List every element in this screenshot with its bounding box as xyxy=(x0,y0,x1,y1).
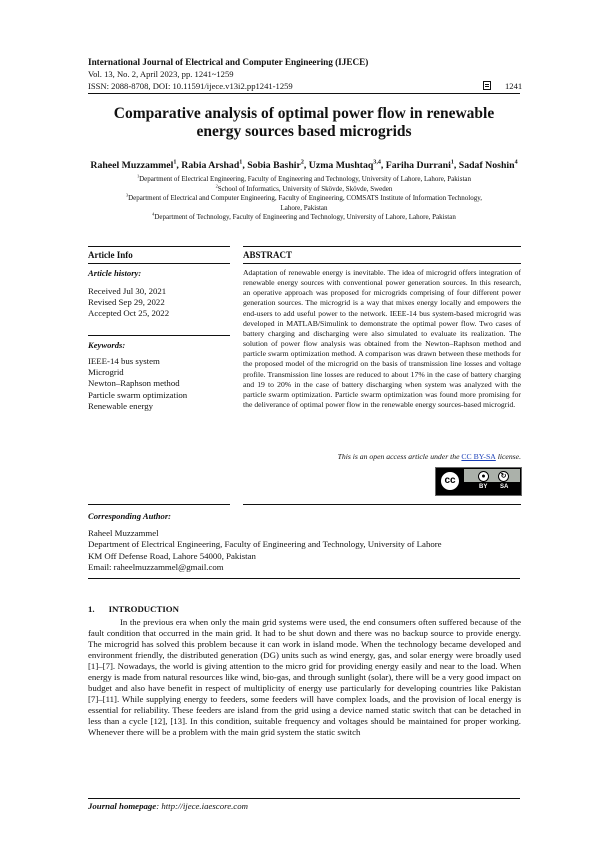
homepage-label: Journal homepage xyxy=(88,801,157,811)
history-item: Accepted Oct 25, 2022 xyxy=(88,308,170,319)
author-affil-sup: 3,4 xyxy=(373,159,381,166)
badge-icon-strip xyxy=(464,469,520,482)
keyword-item: IEEE-14 bus system xyxy=(88,356,160,366)
creative-commons-icon: cc xyxy=(439,470,461,492)
section-number: 1. xyxy=(88,604,95,614)
affiliation-line: $^1$Department of Electrical Engineering, Faculty of Engineering and Technology, University of Lahore, Lahore, Pakistan xyxy=(136,173,472,183)
page-number: 1241 xyxy=(505,81,523,91)
author-affil-sup: 1 xyxy=(173,159,177,166)
article-info-top-rule xyxy=(88,246,230,247)
cc-by-sa-link[interactable]: CC BY-SA xyxy=(461,452,496,461)
keyword-item: Newton–Raphson method xyxy=(88,378,180,389)
corresponding-address: KM Off Defense Road, Lahore 54000, Pakistan xyxy=(88,550,256,561)
homepage-url[interactable]: : http://ijece.iaescore.com xyxy=(156,801,248,811)
affiliation-line: $^4$Department of Technology, Faculty of Engineering and Technology, University of Lahore, Lahore, Pakistan xyxy=(152,212,456,222)
abstract-rule xyxy=(243,263,521,264)
affiliation-line: $^2$School of Informatics, University of Skövde, Skövde, Sweden xyxy=(215,183,393,193)
paper-title xyxy=(88,105,520,141)
affiliations xyxy=(100,175,508,223)
corresponding-details xyxy=(88,528,528,573)
article-info-heading: Article Info xyxy=(88,250,133,260)
article-info-bottom-rule xyxy=(88,504,230,505)
author-name: Raheel Muzzammel xyxy=(90,160,174,171)
header-rule xyxy=(88,93,520,94)
affiliation-line: $^3$Department of Electrical and Computer Engineering, Faculty of Engineering, COMSATS Institute of Information Technology, xyxy=(125,192,483,203)
journal-issn-doi: ISSN: 2088-8708, DOI: 10.11591/ijece.v13i2.pp1241-1259 xyxy=(88,81,293,91)
title-line-2: energy sources based microgrids xyxy=(196,123,412,140)
attribution-icon: ● xyxy=(478,471,489,482)
open-access-note xyxy=(243,452,521,461)
keywords-rule xyxy=(88,335,230,336)
author-affil-sup: 1 xyxy=(239,159,243,166)
author-list: Raheel Muzzammel$^1$, Rabia Arshad$^1$, Sobia Bashir$^2$, Uzma Mushtaq$^{3,4}$, Fariha Durrani$^1$, Sadaf Noshin$^4$ xyxy=(90,159,518,171)
affiliation-line: Lahore, Pakistan xyxy=(280,203,328,212)
history-item: Received Jul 30, 2021 xyxy=(88,286,167,296)
author-affil-sup: 4 xyxy=(514,159,518,166)
history-heading: Article history: xyxy=(88,268,142,278)
author-affil-sup: 2 xyxy=(300,159,304,166)
badge-by-label: BY xyxy=(479,484,488,490)
author-name: Uzma Mushtaq xyxy=(308,160,374,171)
journal-volume: Vol. 13, No. 2, April 2023, pp. 1241~1259 xyxy=(88,69,234,79)
section-title: INTRODUCTION xyxy=(108,604,179,614)
author-name: Fariha Durrani xyxy=(385,160,451,171)
corresponding-email: Email: raheelmuzzammel@gmail.com xyxy=(88,561,224,572)
oa-prefix: This is an open access article under the xyxy=(337,452,462,461)
article-info-rule xyxy=(88,263,230,264)
page-icon xyxy=(483,81,491,90)
author-affil-sup: 1 xyxy=(450,159,454,166)
author-name: Rabia Arshad xyxy=(181,160,240,171)
keyword-item: Particle swarm optimization xyxy=(88,389,188,400)
journal-name: International Journal of Electrical and Computer Engineering (IJECE) xyxy=(88,57,369,67)
corresponding-rule xyxy=(88,578,520,579)
title-line-1: Comparative analysis of optimal power flow in renewable xyxy=(113,105,495,122)
corresponding-heading: Corresponding Author: xyxy=(88,511,172,521)
keywords-heading: Keywords: xyxy=(88,340,126,350)
oa-suffix: license. xyxy=(495,452,521,461)
article-history xyxy=(88,286,230,320)
cc-by-sa-badge[interactable] xyxy=(435,467,522,496)
introduction-heading xyxy=(88,604,179,614)
abstract-top-rule xyxy=(243,246,521,247)
abstract-heading: ABSTRACT xyxy=(243,250,293,260)
keywords-list xyxy=(88,356,230,412)
corresponding-dept: Department of Electrical Engineering, Faculty of Engineering and Technology, University of Lahore xyxy=(88,539,442,550)
history-item: Revised Sep 29, 2022 xyxy=(88,297,165,308)
keyword-item: Renewable energy xyxy=(88,400,154,411)
journal-homepage xyxy=(88,801,248,811)
author-name: Sobia Bashir xyxy=(247,160,301,171)
abstract-text: Adaptation of renewable energy is inevitable. The idea of microgrid offers integration of renewable energy sources with conventional power generation sources. In this research, an operative approach was proposed for microgrids comprising of four different power generation sources. The microgrid is a way that mixes energy locally and empowers the end-users to add useful power to the network. IEEE-14 bus system-based microgrid was developed in MATLAB/Simulink to demonstrate the optimal power flow. Two cases of battery charging and discharging were also simulated to evaluate its realization. The solution of power flow analysis was obtained from the Newton–Raphson method and particle swarm optimization method. A comparison was drawn between these methods for the proposed model of the microgrid on the basis of transmission line losses and voltage profile. Transmission line losses are reduced to about 17% in the case of battery charging and 19 to 20% in the case of battery discharging when system was analyzed with the particle swarm optimization. Particle swarm optimization was found more promising for the deliverance of optimal power flow in the renewable energy sources-based microgrid. xyxy=(243,268,521,410)
keyword-item: Microgrid xyxy=(88,367,124,378)
footer-rule xyxy=(88,798,520,799)
author-name: Sadaf Noshin xyxy=(458,160,515,171)
abstract-bottom-rule xyxy=(243,504,521,505)
badge-sa-label: SA xyxy=(500,484,509,490)
corresponding-name: Raheel Muzzammel xyxy=(88,528,159,538)
share-alike-icon: ↻ xyxy=(498,471,509,482)
introduction-text: In the previous era when only the main grid systems were used, the end consumers often suffered because of the fault condition that occurred in the main grid. It had to be shut down and there was no backup source to provide energy. The microgrid has solved this problem because it can work in island mode. When the technology became developed and environment friendly, the distributed generation (DG) units such as wind energy, gas, and solar energy were broadly used [1]–[7]. Nowadays, the world is giving attention to the micro grid for providing energy easily and near to the load. When energy is made from natural resources like wind, bio-gas, and through sunlight (solar), there will be a very good impact on budget and also have benefit in respect of multiplicity of energy use particularly for developing countries like Pakistan [7]–[11]. While supplying energy to feeders, some feeders will have complex loads, and the provision of local energy is essential for reliability. These feeders are island from the grid using a device named static switch that can be detached in less than a cycle [12], [13]. In this condition, suitable frequency and voltages should be maintained for proper working. Whenever there will be a problem with the main grid system the static switch xyxy=(88,617,521,737)
